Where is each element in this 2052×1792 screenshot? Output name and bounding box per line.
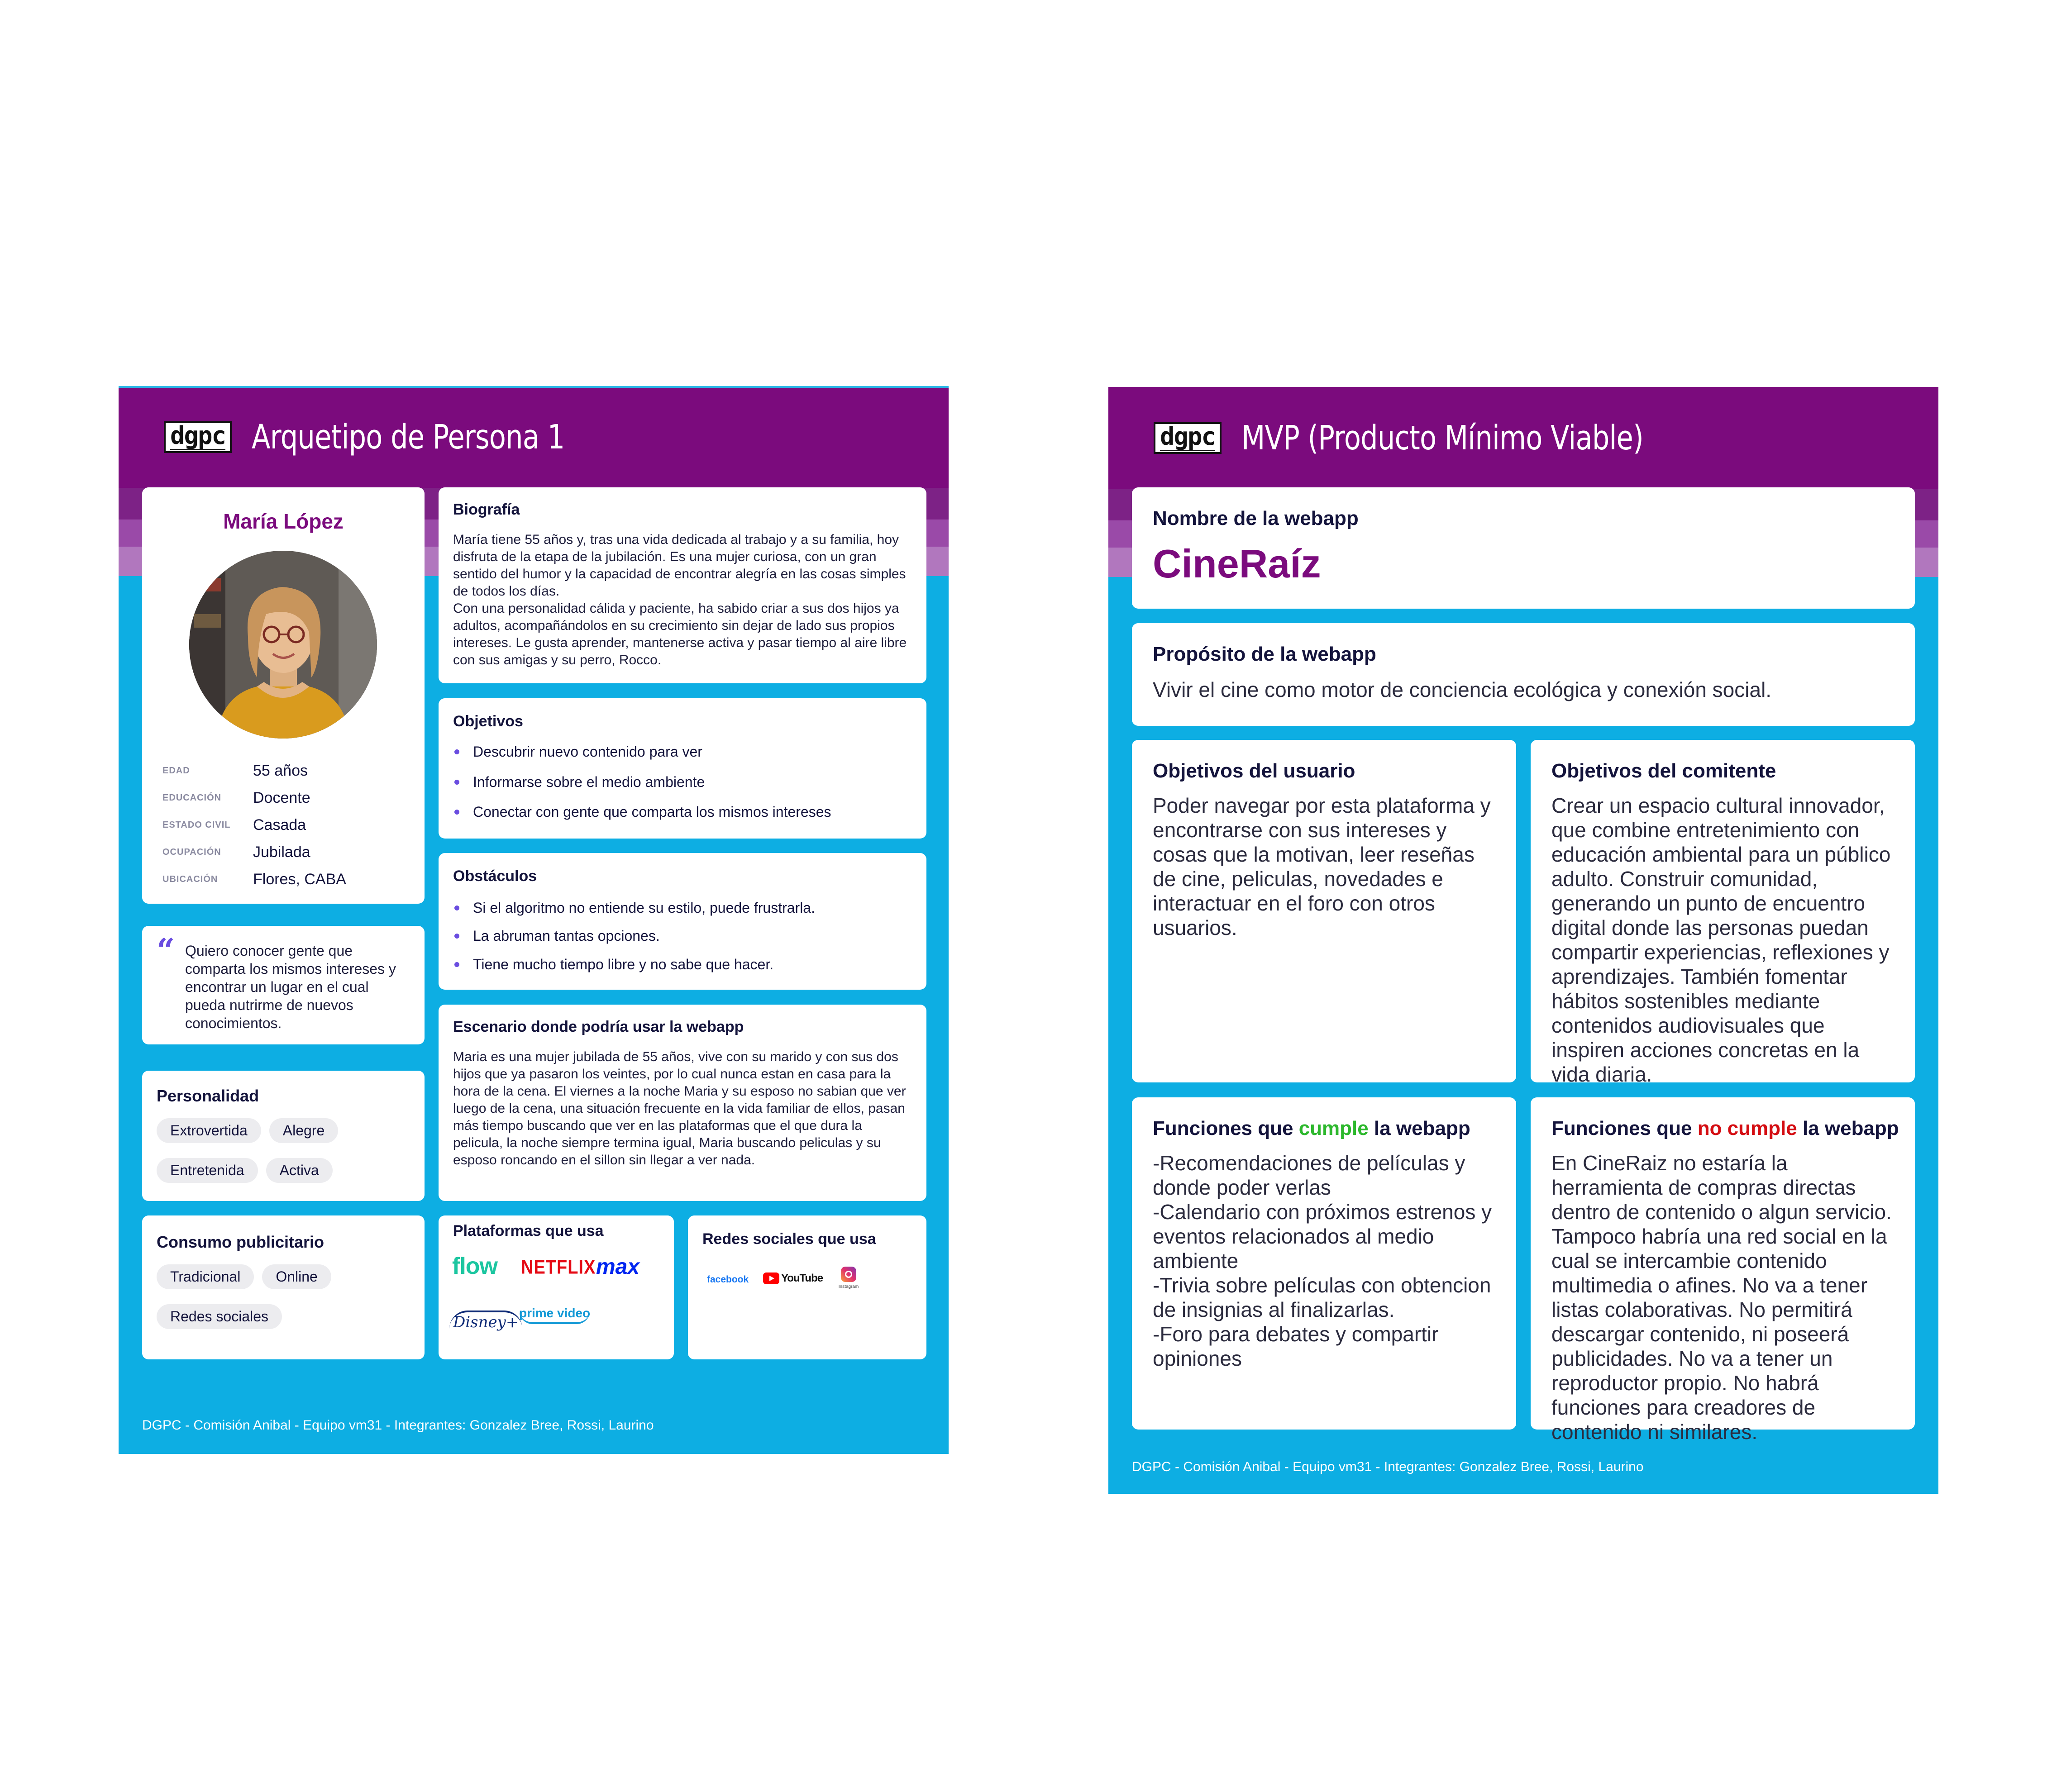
user-goals-title: Objetivos del usuario xyxy=(1153,760,1355,782)
bullet-icon xyxy=(454,749,459,754)
detail-row-occupation xyxy=(162,844,415,861)
platforms-card xyxy=(439,1215,674,1359)
personality-tags-row-1 xyxy=(157,1118,346,1143)
scenario-title: Escenario donde podría usar la webapp xyxy=(453,1018,744,1035)
quote-text: Quiero conocer gente que comparta los mismos intereses y encontrar un lugar en el cual pueda nutrirme de nuevos conocimientos. xyxy=(185,943,396,1031)
detail-label: EDAD xyxy=(162,766,190,776)
tag: Tradicional xyxy=(157,1264,254,1289)
bullet-icon xyxy=(454,962,459,967)
biography-paragraph: Con una personalidad cálida y paciente, ha sabido criar a sus dos hijos ya adultos, acompañándolos en su crecimiento sin dejar de lado sus propios intereses. Le gusta aprender, mantenerse activa y pasar tiempo al aire libre con sus amigas y su perro, Rocco. xyxy=(453,601,907,667)
disney-plus-logo: Disney+ xyxy=(449,1311,522,1332)
webapp-name-label: Nombre de la webapp xyxy=(1153,507,1359,529)
instagram-logo: Instagram xyxy=(835,1267,862,1289)
youtube-play-icon xyxy=(763,1273,779,1284)
client-goals-card xyxy=(1531,740,1915,1086)
max-logo: max xyxy=(596,1255,640,1279)
feature-item: -Trivia sobre películas con obtencion de insignias al finalizarlas. xyxy=(1153,1273,1491,1321)
obstacle-item: La abruman tantas opciones. xyxy=(454,928,917,944)
ads-title: Consumo publicitario xyxy=(157,1233,325,1251)
no-cumple-highlight: no cumple xyxy=(1697,1117,1797,1139)
detail-label: EDUCACIÓN xyxy=(162,793,222,803)
dgpc-logo: dgpc xyxy=(164,421,232,453)
goal-item: Conectar con gente que comparta los mismos intereses xyxy=(454,804,917,820)
dgpc-logo: dgpc xyxy=(1154,422,1222,454)
user-goals-card xyxy=(1132,740,1516,1082)
features-excluded-title: Funciones que no cumple la webapp xyxy=(1551,1117,1899,1139)
features-excluded-card xyxy=(1531,1097,1915,1444)
tag: Online xyxy=(262,1264,331,1289)
netflix-logo: NETFLIX xyxy=(521,1256,596,1279)
webapp-name-card xyxy=(1132,487,1915,609)
detail-label: UBICACIÓN xyxy=(162,874,218,884)
obstacles-card xyxy=(439,853,926,990)
bullet-icon xyxy=(454,934,459,939)
persona-name: María López xyxy=(223,510,344,533)
features-excluded-text: En CineRaiz no estaría la herramienta de compras directas dentro de contenido o algun servicio. Tampoco habría una red social en la cual se intercambie contenido multimedia o afines. No va a tener listas colaborativas. No permitirá descargar contenido, ni poseerá publicidades. No va a tener un reproductor propio. No habrá funciones para creadores de contenido ni similares. xyxy=(1551,1151,1892,1444)
facebook-logo: facebook xyxy=(707,1274,749,1285)
quote-card xyxy=(142,926,425,1044)
feature-item: -Foro para debates y compartir opiniones xyxy=(1153,1322,1439,1370)
persona-footer: DGPC - Comisión Anibal - Equipo vm31 - Integrantes: Gonzalez Bree, Rossi, Laurino xyxy=(142,1418,654,1433)
detail-row-education xyxy=(162,789,415,807)
goals-title: Objetivos xyxy=(453,713,523,730)
bullet-icon xyxy=(454,810,459,815)
detail-value: Docente xyxy=(253,789,310,806)
purpose-card xyxy=(1132,623,1915,726)
biography-card xyxy=(439,487,926,683)
quote-icon: “ xyxy=(157,931,175,969)
top-edge xyxy=(119,386,949,388)
scenario-text: Maria es una mujer jubilada de 55 años, vive con su marido y con sus dos hijos que ya pasaron los veintes, por lo cual nunca estan en casa para la hora de la cena. El viernes a la noche Maria y su esposo no sabian que ver luego de la cena, una situación frecuente en la vida familiar de ellos, pasan más tiempo buscando que ver en las plataformas que el que dura la pelicula, la noche siempre termina igual, Maria buscando peliculas y su esposo roncando en el sillon sin llegar a ver nada. xyxy=(453,1049,906,1168)
ads-tags-row-2 xyxy=(157,1304,290,1329)
ads-tags-row-1 xyxy=(157,1264,339,1289)
social-card xyxy=(688,1215,926,1359)
scenario-card xyxy=(439,1005,926,1201)
ads-card xyxy=(142,1215,425,1359)
obstacle-item: Si el algoritmo no entiende su estilo, puede frustrarla. xyxy=(454,900,917,916)
biography-text xyxy=(453,531,912,669)
persona-header xyxy=(119,386,949,488)
bullet-icon xyxy=(454,906,459,910)
profile-card xyxy=(142,487,425,904)
persona-title: Arquetipo de Persona 1 xyxy=(252,417,565,457)
detail-value: Casada xyxy=(253,816,306,834)
tag: Alegre xyxy=(269,1118,339,1143)
mvp-sheet xyxy=(1108,387,1938,1494)
feature-item: -Recomendaciones de películas y donde poder verlas xyxy=(1153,1151,1465,1199)
tag: Redes sociales xyxy=(157,1304,282,1329)
tag: Entretenida xyxy=(157,1158,258,1183)
biography-title: Biografía xyxy=(453,501,520,518)
detail-row-age xyxy=(162,762,415,780)
webapp-name-value: CineRaíz xyxy=(1153,541,1321,586)
detail-value: Jubilada xyxy=(253,844,310,861)
persona-photo xyxy=(189,551,377,739)
youtube-logo: YouTube xyxy=(763,1272,823,1285)
personality-card xyxy=(142,1071,425,1201)
tag: Activa xyxy=(266,1158,333,1183)
features-included-list xyxy=(1153,1151,1498,1371)
obstacles-title: Obstáculos xyxy=(453,867,537,885)
purpose-text: Vivir el cine como motor de conciencia ecológica y conexión social. xyxy=(1153,678,1772,701)
detail-label: OCUPACIÓN xyxy=(162,847,221,857)
detail-row-civil-status xyxy=(162,816,415,834)
features-included-card xyxy=(1132,1097,1516,1430)
purpose-label: Propósito de la webapp xyxy=(1153,643,1376,665)
goal-item: Descubrir nuevo contenido para ver xyxy=(454,743,917,760)
personality-tags-row-2 xyxy=(157,1158,341,1183)
obstacle-item: Tiene mucho tiempo libre y no sabe que hacer. xyxy=(454,956,917,973)
social-title: Redes sociales que usa xyxy=(702,1230,876,1248)
flow-logo: flow xyxy=(452,1253,497,1279)
detail-row-location xyxy=(162,871,415,888)
user-goals-text: Poder navegar por esta plataforma y encontrarse con sus intereses y cosas que la motivan, leer reseñas de cine, peliculas, novedades e interactuar en el foro con otros usuarios. xyxy=(1153,794,1491,939)
goal-item: Informarse sobre el medio ambiente xyxy=(454,774,917,791)
features-included-title: Funciones que cumple la webapp xyxy=(1153,1117,1470,1139)
bullet-icon xyxy=(454,780,459,785)
client-goals-text: Crear un espacio cultural innovador, que combine entretenimiento con educación ambiental para un público adulto. Construir comunidad, generando un punto de encuentro digital donde las personas puedan compartir experiencias, reflexiones y aprendizajes. También fomentar hábitos sostenibles mediante contenidos audiovisuales que inspiren acciones concretas en la vida diaria. xyxy=(1551,794,1891,1086)
goals-card xyxy=(439,698,926,839)
mvp-title: MVP (Producto Mínimo Viable) xyxy=(1241,418,1643,458)
detail-label: ESTADO CIVIL xyxy=(162,820,231,830)
personality-title: Personalidad xyxy=(157,1087,259,1105)
cumple-highlight: cumple xyxy=(1298,1117,1369,1139)
client-goals-title: Objetivos del comitente xyxy=(1551,760,1776,782)
platforms-title: Plataformas que usa xyxy=(453,1222,604,1239)
mvp-header xyxy=(1108,387,1938,489)
instagram-icon xyxy=(841,1267,856,1282)
detail-value: Flores, CABA xyxy=(253,871,346,888)
feature-item: -Calendario con próximos estrenos y eventos relacionados al medio ambiente xyxy=(1153,1200,1492,1273)
mvp-footer: DGPC - Comisión Anibal - Equipo vm31 - Integrantes: Gonzalez Bree, Rossi, Laurino xyxy=(1132,1459,1644,1474)
prime-video-logo: prime video xyxy=(519,1306,590,1324)
portrait-image xyxy=(189,551,377,739)
biography-paragraph: María tiene 55 años y, tras una vida dedicada al trabajo y a su familia, hoy disfruta de la etapa de la jubilación. Es una mujer curiosa, con un gran sentido del humor y la capacidad de encontrar alegría en las cosas simples de todos los días. xyxy=(453,532,906,599)
tag: Extrovertida xyxy=(157,1118,261,1143)
persona-sheet xyxy=(119,386,949,1454)
detail-value: 55 años xyxy=(253,762,308,779)
